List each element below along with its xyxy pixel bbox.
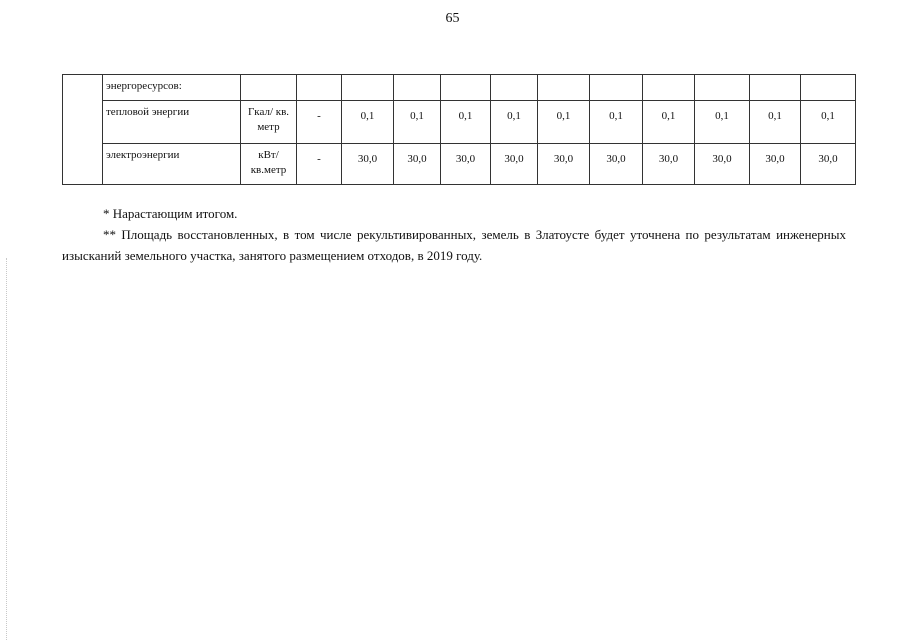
page-number: 65 — [445, 11, 460, 26]
value-cell: 30,0 — [394, 144, 441, 185]
value-cell: 0,1 — [342, 101, 394, 144]
value-cell: 30,0 — [801, 144, 856, 185]
value-cell — [441, 75, 491, 101]
footnotes — [62, 203, 846, 266]
base-value-cell — [297, 75, 342, 101]
value-cell: 30,0 — [695, 144, 750, 185]
indicator-label: электроэнергии — [103, 144, 241, 185]
row-number-cell — [63, 75, 103, 185]
value-cell — [342, 75, 394, 101]
unit-cell: Гкал/ кв. метр — [241, 101, 297, 144]
value-cell: 30,0 — [342, 144, 394, 185]
value-cell: 30,0 — [538, 144, 590, 185]
indicator-label: тепловой энергии — [103, 101, 241, 144]
value-cell — [801, 75, 856, 101]
value-cell: 0,1 — [491, 101, 538, 144]
value-cell — [643, 75, 695, 101]
value-cell: 30,0 — [750, 144, 801, 185]
margin-line — [6, 258, 7, 640]
footnote-2: ** Площадь восстановленных, в том числе рекультивированных, земель в Златоусте будет уточнена по результатам инженерных изысканий земельного участка, занятого размещением отходов, в 2019 году. — [62, 227, 846, 263]
value-cell: 0,1 — [538, 101, 590, 144]
value-cell — [695, 75, 750, 101]
table-row — [63, 75, 856, 101]
unit-cell: кВт/ кв.метр — [241, 144, 297, 185]
value-cell: 30,0 — [643, 144, 695, 185]
indicator-label: энергоресурсов: — [103, 75, 241, 101]
value-cell: 30,0 — [491, 144, 538, 185]
value-cell — [394, 75, 441, 101]
value-cell: 0,1 — [695, 101, 750, 144]
value-cell: 0,1 — [394, 101, 441, 144]
table-row — [63, 144, 856, 185]
indicators-table — [62, 74, 856, 185]
value-cell — [750, 75, 801, 101]
value-cell — [491, 75, 538, 101]
unit-cell — [241, 75, 297, 101]
value-cell: 30,0 — [590, 144, 643, 185]
footnote-1: * Нарастающим итогом. — [103, 206, 238, 221]
base-value-cell: - — [297, 101, 342, 144]
value-cell — [538, 75, 590, 101]
value-cell: 0,1 — [750, 101, 801, 144]
value-cell: 0,1 — [441, 101, 491, 144]
table-row — [63, 101, 856, 144]
base-value-cell: - — [297, 144, 342, 185]
value-cell: 0,1 — [590, 101, 643, 144]
value-cell: 0,1 — [643, 101, 695, 144]
value-cell: 0,1 — [801, 101, 856, 144]
value-cell: 30,0 — [441, 144, 491, 185]
value-cell — [590, 75, 643, 101]
